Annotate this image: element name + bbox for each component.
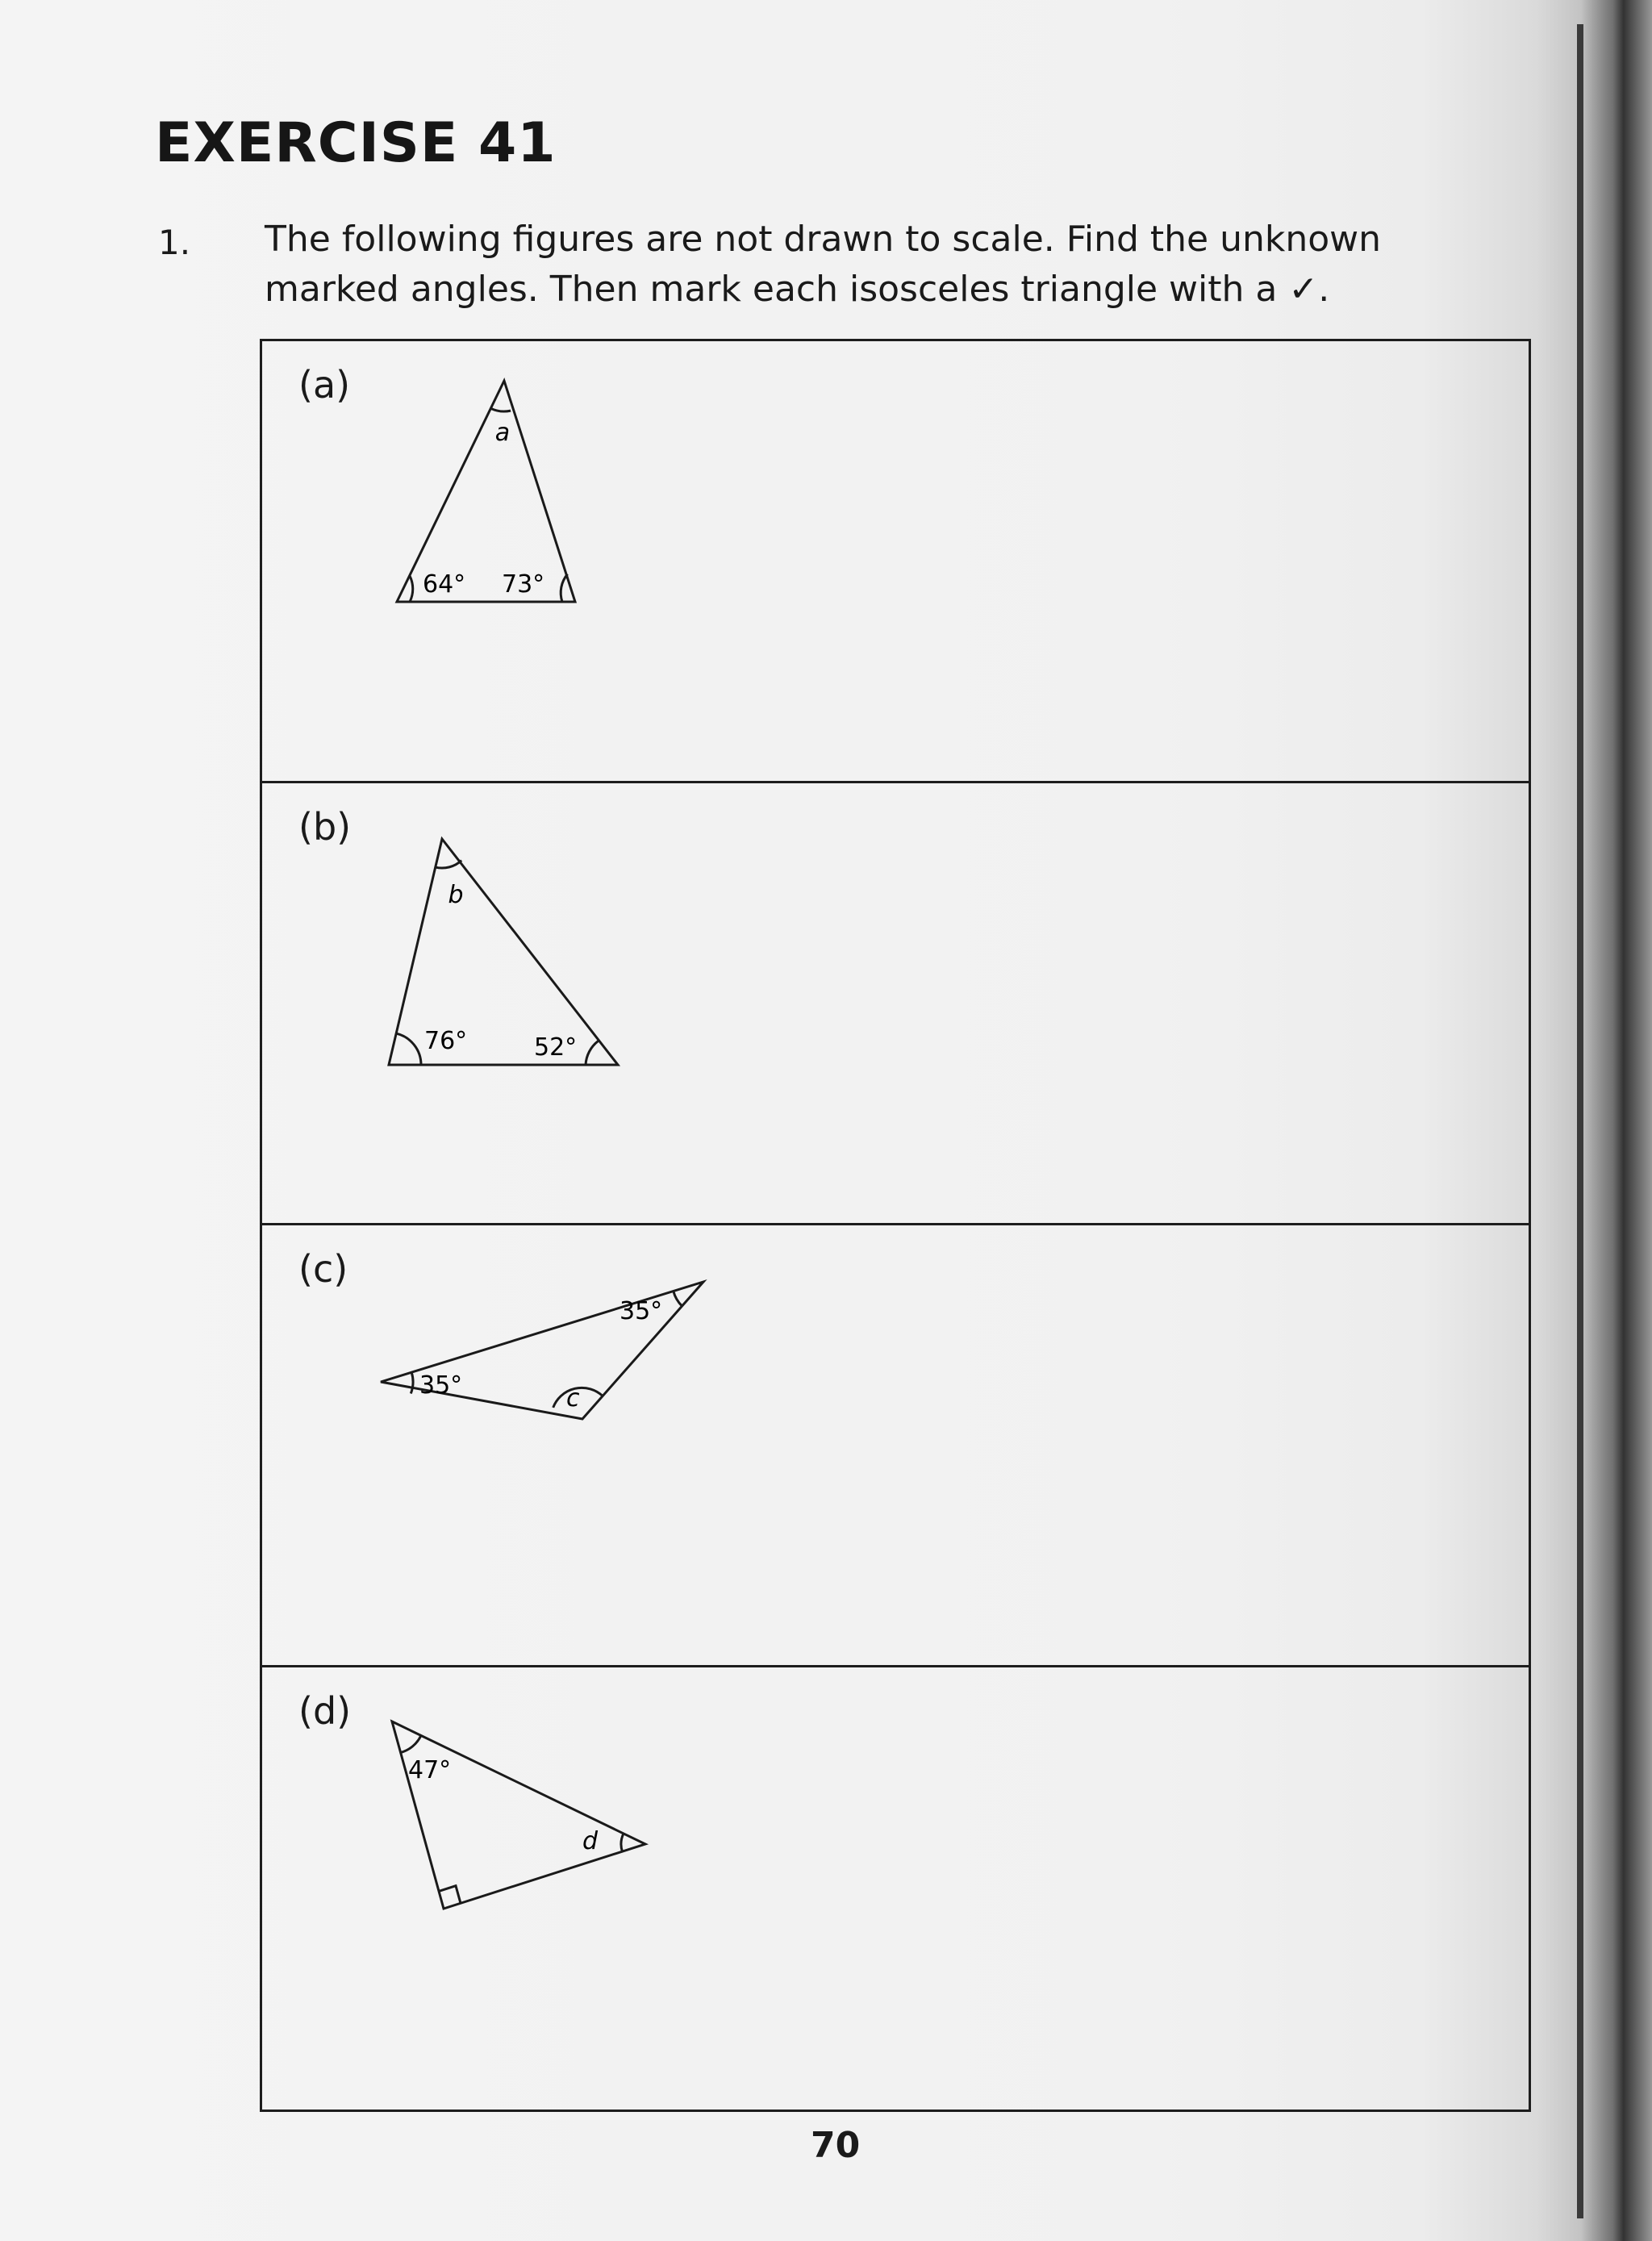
angle-label-a: a	[494, 419, 511, 447]
divider-ab	[260, 781, 1531, 783]
triangle-c	[371, 1271, 710, 1432]
angle-arc-35-left	[411, 1372, 413, 1393]
angle-label-c: c	[566, 1384, 580, 1413]
angle-label-76: 76°	[424, 1027, 468, 1055]
angle-arc-a	[490, 408, 511, 411]
page-number: 70	[811, 2125, 861, 2166]
binding-edge	[1577, 24, 1583, 2218]
divider-cd	[260, 1665, 1531, 1667]
angle-label-35-right: 35°	[620, 1297, 663, 1325]
part-a-label: (a)	[298, 363, 351, 407]
part-d-label: (d)	[298, 1689, 352, 1733]
angle-label-35-left: 35°	[419, 1371, 463, 1400]
angle-arc-76	[396, 1033, 421, 1065]
triangle-a-outline	[397, 381, 575, 602]
angle-label-52: 52°	[534, 1033, 578, 1062]
divider-bc	[260, 1223, 1531, 1225]
angle-arc-52	[586, 1041, 598, 1065]
angle-arc-d	[621, 1834, 624, 1851]
exercise-title: EXERCISE 41	[155, 111, 557, 175]
angle-arc-47	[401, 1735, 422, 1752]
angle-arc-35-right	[674, 1292, 682, 1307]
triangle-d-outline	[392, 1721, 645, 1909]
angle-label-64: 64°	[423, 570, 466, 599]
angle-arc-b	[436, 861, 462, 868]
question-number: 1.	[158, 223, 191, 262]
triangle-b	[379, 831, 629, 1073]
angle-label-b: b	[448, 881, 464, 909]
triangle-d	[379, 1710, 653, 1920]
angle-arc-64	[410, 576, 413, 602]
part-c-label: (c)	[298, 1247, 348, 1291]
triangle-b-outline	[389, 839, 618, 1065]
angle-label-73: 73°	[502, 570, 545, 599]
angle-label-47: 47°	[408, 1756, 452, 1784]
question-text: The following figures are not drawn to scale. Find the unknown marked angles. Then mark each isosceles triangle with a ✓.	[265, 219, 1382, 310]
angle-label-d: d	[582, 1827, 599, 1855]
part-b-label: (b)	[298, 805, 352, 849]
binding-shadow	[1581, 0, 1652, 2241]
triangle-a	[379, 371, 589, 613]
